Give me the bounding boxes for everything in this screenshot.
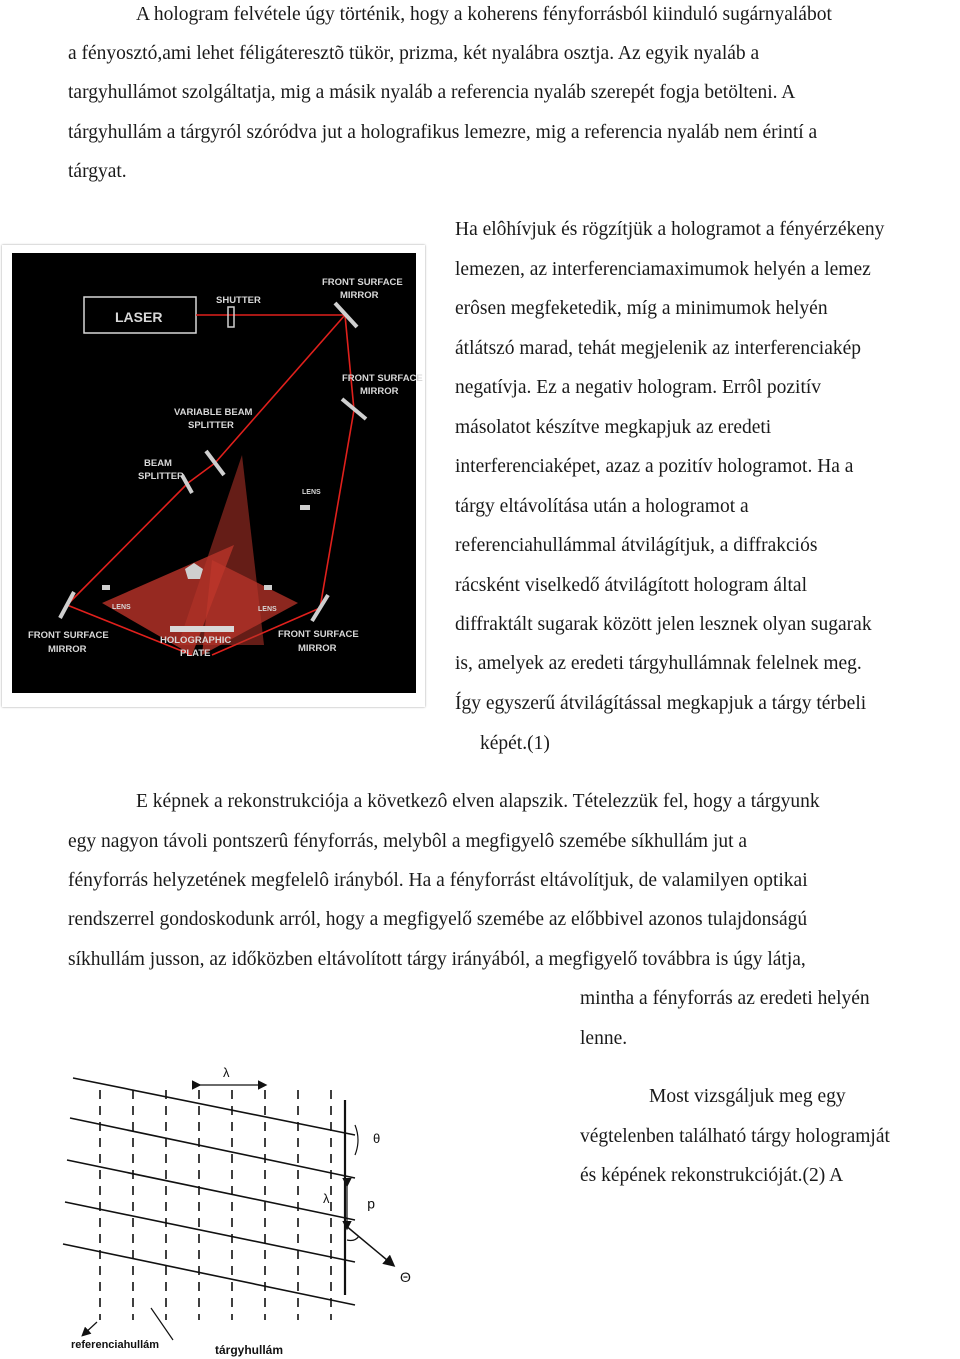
object-wavefronts bbox=[63, 1078, 355, 1305]
text-line: képét.(1) bbox=[480, 733, 550, 754]
lens-left-label: LENS bbox=[112, 604, 131, 611]
text-line: másolatot készítve megkapjuk az eredeti bbox=[455, 417, 772, 438]
holography-setup-figure bbox=[2, 245, 425, 707]
wavefront-diagram bbox=[55, 1060, 450, 1359]
top-mirror-label-2: MIRROR bbox=[340, 290, 379, 301]
object-arrow bbox=[151, 1308, 173, 1340]
top-mirror-label-1: FRONT SURFACE bbox=[322, 277, 403, 288]
text-line: is, amelyek az eredeti tárgyhullámnak felelnek meg. bbox=[455, 653, 862, 674]
text-line: diffraktált sugarak között jelen lesznek olyan sugarak bbox=[455, 614, 872, 635]
text-line: végtelenben található tárgy hologramját bbox=[580, 1126, 890, 1147]
text-line: átlátszó marad, tehát megjelenik az interferenciakép bbox=[455, 338, 862, 359]
text-line: A hologram felvétele úgy történik, hogy a koherens fényforrásból kiinduló sugárnyalábot bbox=[136, 4, 832, 25]
variable-splitter-label-1: VARIABLE BEAM bbox=[174, 407, 253, 418]
theta-small-label: θ bbox=[373, 1131, 381, 1146]
lens-right-element bbox=[300, 505, 310, 510]
text-line: referenciahullámmal átvilágítjuk, a diffrakciós bbox=[455, 535, 818, 556]
text-line: negatívja. Ez a negativ hologram. Errôl pozitív bbox=[455, 377, 822, 398]
mid-mirror-label-2: MIRROR bbox=[360, 386, 399, 397]
text-line: tárgyhullám a tárgyról szóródva jut a holografikus lemezre, mig a referencia nyaláb nem érintí a bbox=[68, 122, 818, 143]
text-line: tárgy eltávolítása után a hologramot a bbox=[455, 496, 749, 517]
text-line: erôsen megfeketedik, míg a minimumok helyén bbox=[455, 298, 828, 319]
bottom-right-mirror-label-1: FRONT SURFACE bbox=[278, 629, 359, 640]
reference-wavefronts bbox=[100, 1090, 331, 1320]
text-line: rendszerrel gondoskodunk arról, hogy a megfigyelő szemébe az előbbivel azonos tulajdonságú bbox=[68, 909, 808, 930]
object-wave-label: tárgyhullám bbox=[215, 1343, 284, 1357]
text-line: lenne. bbox=[580, 1028, 628, 1049]
diffracted-ray bbox=[345, 1225, 393, 1265]
text-line: a fényosztó,ami lehet féligáteresztõ tükör, prizma, két nyalábra osztja. Az egyik nyaláb a bbox=[68, 43, 760, 64]
beam-splitter-label-2: SPLITTER bbox=[138, 471, 184, 482]
laser-label: LASER bbox=[115, 309, 163, 325]
text-line: Most vizsgáljuk meg egy bbox=[649, 1086, 846, 1107]
lens-bottom-element bbox=[264, 585, 272, 590]
text-line: lemezen, az interferenciamaximumok helyén a lemez bbox=[455, 259, 871, 280]
text-line: Ha elôhívjuk és rögzítjük a hologramot a fényérzékeny bbox=[455, 219, 885, 240]
d-label: d bbox=[367, 1198, 375, 1214]
holographic-plate bbox=[170, 626, 234, 632]
mid-mirror-label-1: FRONT SURFACE bbox=[342, 373, 423, 384]
lambda-side-label: λ bbox=[323, 1191, 330, 1206]
lens-right-label: LENS bbox=[302, 489, 321, 496]
bottom-left-mirror-label-1: FRONT SURFACE bbox=[28, 630, 109, 641]
theta-big-label: Θ bbox=[400, 1269, 411, 1285]
text-line: és képének rekonstrukcióját.(2) A bbox=[580, 1165, 844, 1186]
reference-wave-label: referenciahullám bbox=[71, 1339, 160, 1351]
text-line: mintha a fényforrás az eredeti helyén bbox=[580, 988, 870, 1009]
bottom-left-mirror-label-2: MIRROR bbox=[48, 644, 87, 655]
text-line: targyhullámot szolgáltatja, mig a másik nyaláb a referencia nyaláb szerepét fogja betölteni. A bbox=[68, 82, 796, 103]
text-line: egy nagyon távoli pontszerû fényforrás, melybôl a megfigyelô szemébe síkhullám jut a bbox=[68, 831, 748, 852]
text-line: rácsként viselkedő átvilágított hologram által bbox=[455, 575, 807, 596]
text-line: interferenciaképet, azaz a pozitív hologramot. Ha a bbox=[455, 456, 854, 477]
variable-splitter-label-2: SPLITTER bbox=[188, 420, 234, 431]
plate-label-2: PLATE bbox=[180, 648, 211, 659]
big-theta-arc bbox=[347, 1236, 359, 1241]
reference-arrow bbox=[83, 1322, 97, 1335]
theta-arc bbox=[355, 1125, 358, 1155]
text-line: E képnek a rekonstrukciója a következô elven alapszik. Tételezzük fel, hogy a tárgyunk bbox=[136, 791, 820, 812]
plate-label-1: HOLOGRAPHIC bbox=[160, 635, 232, 646]
lambda-top-label: λ bbox=[223, 1065, 230, 1080]
bottom-right-mirror-label-2: MIRROR bbox=[298, 643, 337, 654]
text-line: tárgyat. bbox=[68, 161, 127, 182]
text-line: fényforrás helyzetének megfelelô irányból. Ha a fényforrást eltávolítjuk, de valamilyen optikai bbox=[68, 870, 808, 891]
lens-bottom-label: LENS bbox=[258, 606, 277, 613]
text-line: síkhullám jusson, az időközben eltávolított tárgy irányából, a megfigyelő továbbra is úgy látja, bbox=[68, 949, 806, 970]
lens-left-element bbox=[102, 585, 110, 590]
shutter-label: SHUTTER bbox=[216, 295, 261, 306]
text-line: Így egyszerű átvilágítással megkapjuk a tárgy térbeli bbox=[455, 693, 867, 714]
beam-splitter-label-1: BEAM bbox=[144, 458, 172, 469]
